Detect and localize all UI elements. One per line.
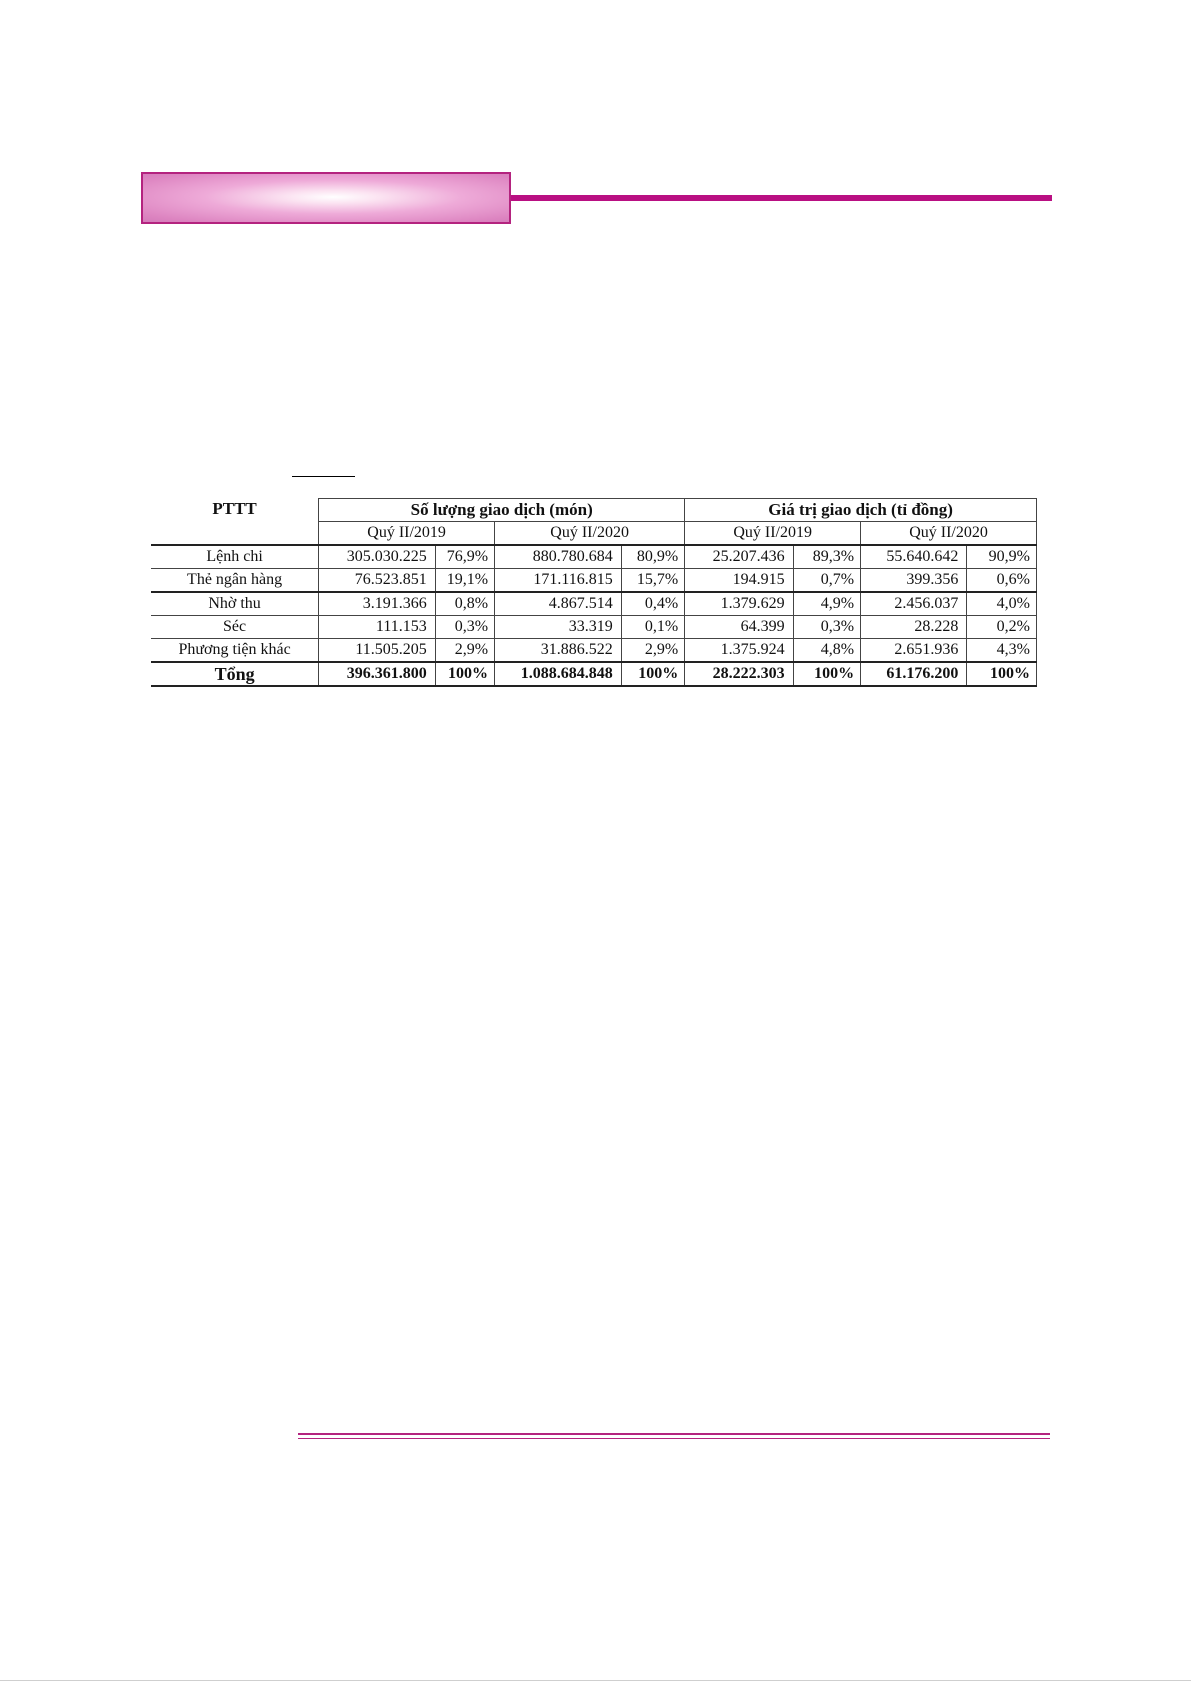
volume-2020-pct: 0,1% — [621, 616, 684, 639]
volume-2019-pct: 0,3% — [435, 616, 494, 639]
total-value-2020-pct: 100% — [967, 662, 1037, 686]
underline-mark — [292, 476, 355, 477]
value-2019-pct: 0,7% — [793, 569, 860, 593]
section-header-box — [141, 172, 511, 224]
volume-2019: 3.191.366 — [319, 592, 436, 616]
total-volume-2019-pct: 100% — [435, 662, 494, 686]
volume-2019: 11.505.205 — [319, 639, 436, 663]
table-total-row — [151, 662, 1037, 686]
payment-statistics-table — [151, 498, 1037, 687]
volume-2020: 33.319 — [495, 616, 622, 639]
value-2019-pct: 4,9% — [793, 592, 860, 616]
value-2019-pct: 89,3% — [793, 545, 860, 569]
value-2019: 1.375.924 — [685, 639, 793, 663]
row-label: Nhờ thu — [151, 592, 319, 616]
volume-2020: 4.867.514 — [495, 592, 622, 616]
volume-2020-pct: 2,9% — [621, 639, 684, 663]
header-group-value: Giá trị giao dịch (tỉ đồng) — [685, 499, 1037, 522]
table-row — [151, 545, 1037, 569]
table-row — [151, 569, 1037, 593]
value-2020-pct: 0,6% — [967, 569, 1037, 593]
value-2019: 194.915 — [685, 569, 793, 593]
value-2020: 2.456.037 — [861, 592, 967, 616]
volume-2019-pct: 76,9% — [435, 545, 494, 569]
section-header-rule — [511, 195, 1052, 201]
total-volume-2019: 396.361.800 — [319, 662, 436, 686]
row-label: Lệnh chi — [151, 545, 319, 569]
total-value-2019-pct: 100% — [793, 662, 860, 686]
value-2019-pct: 0,3% — [793, 616, 860, 639]
table-row — [151, 639, 1037, 663]
header-value-q2020: Quý II/2020 — [861, 522, 1037, 546]
total-label: Tổng — [151, 662, 319, 686]
value-2020-pct: 4,0% — [967, 592, 1037, 616]
value-2020: 55.640.642 — [861, 545, 967, 569]
header-group-volume: Số lượng giao dịch (món) — [319, 499, 685, 522]
value-2019-pct: 4,8% — [793, 639, 860, 663]
value-2020: 28.228 — [861, 616, 967, 639]
value-2020: 399.356 — [861, 569, 967, 593]
value-2020: 2.651.936 — [861, 639, 967, 663]
volume-2019-pct: 0,8% — [435, 592, 494, 616]
volume-2019-pct: 2,9% — [435, 639, 494, 663]
volume-2019: 76.523.851 — [319, 569, 436, 593]
volume-2020: 171.116.815 — [495, 569, 622, 593]
volume-2020-pct: 0,4% — [621, 592, 684, 616]
volume-2020: 31.886.522 — [495, 639, 622, 663]
volume-2020: 880.780.684 — [495, 545, 622, 569]
value-2019: 64.399 — [685, 616, 793, 639]
total-value-2020: 61.176.200 — [861, 662, 967, 686]
total-value-2019: 28.222.303 — [685, 662, 793, 686]
table-row — [151, 592, 1037, 616]
header-volume-q2020: Quý II/2020 — [495, 522, 685, 546]
value-2019: 25.207.436 — [685, 545, 793, 569]
value-2019: 1.379.629 — [685, 592, 793, 616]
header-ptt: PTTT — [151, 499, 319, 546]
volume-2019: 111.153 — [319, 616, 436, 639]
row-label: Thẻ ngân hàng — [151, 569, 319, 593]
footer-rule — [298, 1433, 1050, 1435]
value-2020-pct: 90,9% — [967, 545, 1037, 569]
table-header-row — [151, 499, 1037, 522]
volume-2020-pct: 80,9% — [621, 545, 684, 569]
total-volume-2020: 1.088.684.848 — [495, 662, 622, 686]
header-volume-q2019: Quý II/2019 — [319, 522, 495, 546]
volume-2020-pct: 15,7% — [621, 569, 684, 593]
volume-2019-pct: 19,1% — [435, 569, 494, 593]
row-label: Phương tiện khác — [151, 639, 319, 663]
total-volume-2020-pct: 100% — [621, 662, 684, 686]
header-value-q2019: Quý II/2019 — [685, 522, 861, 546]
page-bottom-edge — [0, 1680, 1191, 1681]
footer-rule-thin — [298, 1438, 1050, 1439]
table-row — [151, 616, 1037, 639]
value-2020-pct: 0,2% — [967, 616, 1037, 639]
volume-2019: 305.030.225 — [319, 545, 436, 569]
row-label: Séc — [151, 616, 319, 639]
value-2020-pct: 4,3% — [967, 639, 1037, 663]
